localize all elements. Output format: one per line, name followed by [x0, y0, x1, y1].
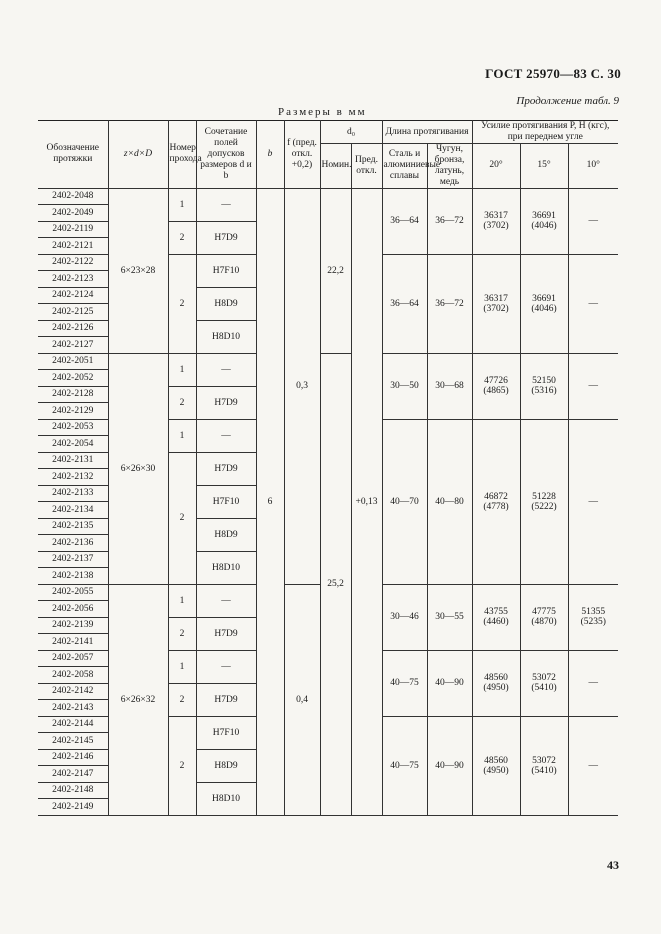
designation-cell: 2402-2054 [38, 436, 108, 453]
force15-cell [520, 716, 568, 815]
force20-kgf: (4778) [483, 501, 509, 512]
force20-value: 48560 [484, 673, 508, 684]
designation-cell: 2402-2128 [38, 386, 108, 403]
force15-kgf: (4046) [531, 221, 557, 232]
force20-value: 47726 [484, 376, 508, 387]
designation-cell: 2402-2136 [38, 535, 108, 552]
designation-cell: 2402-2058 [38, 667, 108, 684]
designation-cell: 2402-2048 [38, 188, 108, 205]
col-fields: Сочетание полей допусков размеров d и b [196, 121, 256, 189]
force20-value: 46872 [484, 491, 508, 502]
col-pass: Номер прохода [168, 121, 196, 189]
force15-value: 53072 [532, 673, 556, 684]
fields-cell: H8D9 [196, 287, 256, 320]
length-steel-cell: 40—75 [382, 716, 427, 815]
force20-kgf: (4950) [483, 765, 509, 776]
pass-cell: 1 [168, 419, 196, 452]
col-zdD [108, 121, 168, 189]
length-cast-cell: 30—55 [427, 584, 472, 650]
force15-cell [520, 419, 568, 584]
force20-value: 48560 [484, 755, 508, 766]
f-cell: 0,3 [284, 188, 320, 584]
force20-kgf: (4865) [483, 386, 509, 397]
force20-value: 36317 [484, 211, 508, 222]
designation-cell: 2402-2127 [38, 337, 108, 354]
b-cell: 6 [256, 188, 284, 815]
force15-kgf: (5410) [531, 765, 557, 776]
pass-cell: 2 [168, 452, 196, 584]
zdD-cell: 6×26×32 [108, 584, 168, 815]
force20-cell [472, 716, 520, 815]
force20-cell [472, 188, 520, 254]
force15-cell [520, 353, 568, 419]
force15-cell [520, 188, 568, 254]
d0-dev-cell: +0,13 [351, 188, 382, 815]
broach-table [38, 120, 618, 816]
f-cell: 0,4 [284, 584, 320, 815]
force20-value: 36317 [484, 293, 508, 304]
designation-cell: 2402-2149 [38, 799, 108, 816]
fields-cell: H7F10 [196, 716, 256, 749]
fields-cell: — [196, 188, 256, 221]
length-steel-cell: 36—64 [382, 188, 427, 254]
designation-cell: 2402-2143 [38, 700, 108, 717]
col-angle-20: 20° [472, 144, 520, 189]
designation-cell: 2402-2142 [38, 683, 108, 700]
length-cast-cell: 40—80 [427, 419, 472, 584]
designation-cell: 2402-2144 [38, 716, 108, 733]
fields-cell: H7D9 [196, 452, 256, 485]
col-force: Усилие протягивания P, Н (кгс), при переднем угле [472, 121, 618, 144]
col-length: Длина протягивания [382, 121, 472, 144]
col-f: f (пред. откл. +0,2) [284, 121, 320, 189]
force10-cell: — [568, 254, 618, 353]
fields-cell: H8D9 [196, 749, 256, 782]
force20-cell [472, 584, 520, 650]
designation-cell: 2402-2131 [38, 452, 108, 469]
fields-cell: H8D10 [196, 320, 256, 353]
force15-kgf: (4870) [531, 617, 557, 628]
col-b-label: b [267, 148, 273, 159]
length-cast-cell: 40—90 [427, 716, 472, 815]
designation-cell: 2402-2137 [38, 551, 108, 568]
force20-cell [472, 650, 520, 716]
designation-cell: 2402-2138 [38, 568, 108, 585]
designation-cell: 2402-2126 [38, 320, 108, 337]
force15-value: 36691 [532, 211, 556, 222]
length-steel-cell: 30—46 [382, 584, 427, 650]
force20-cell [472, 419, 520, 584]
fields-cell: — [196, 584, 256, 617]
designation-cell: 2402-2123 [38, 271, 108, 288]
length-cast-cell: 30—68 [427, 353, 472, 419]
force10-cell: — [568, 353, 618, 419]
force15-value: 52150 [532, 376, 556, 387]
length-cast-cell: 36—72 [427, 188, 472, 254]
col-d0-dev: Пред. откл. [351, 144, 382, 189]
fields-cell: H7D9 [196, 683, 256, 716]
force20-kgf: (4460) [483, 617, 509, 628]
force15-kgf: (5410) [531, 683, 557, 694]
designation-cell: 2402-2053 [38, 419, 108, 436]
fields-cell: H7D9 [196, 617, 256, 650]
force20-kgf: (3702) [483, 303, 509, 314]
force15-kgf: (5222) [531, 501, 557, 512]
table-continuation-note: Продолжение табл. 9 [516, 95, 619, 107]
force20-cell [472, 254, 520, 353]
designation-cell: 2402-2057 [38, 650, 108, 667]
col-angle-10: 10° [568, 144, 618, 189]
designation-cell: 2402-2135 [38, 518, 108, 535]
col-cast: Чугун, бронза, латунь, медь [427, 144, 472, 189]
pass-cell: 2 [168, 716, 196, 815]
force10-value: 51355 [581, 607, 606, 618]
length-cast-cell: 36—72 [427, 254, 472, 353]
force10-cell: — [568, 419, 618, 584]
col-designation: Обозначение протяжки [38, 121, 108, 189]
col-zdD-label: z×d×D [123, 148, 153, 159]
d0-nom-cell: 22,2 [320, 188, 351, 353]
force20-kgf: (3702) [483, 221, 509, 232]
pass-cell: 2 [168, 221, 196, 254]
col-steel: Сталь и алюминиевые сплавы [382, 144, 427, 189]
fields-cell: — [196, 419, 256, 452]
length-steel-cell: 30—50 [382, 353, 427, 419]
pass-cell: 2 [168, 617, 196, 650]
length-steel-cell: 40—75 [382, 650, 427, 716]
designation-cell: 2402-2146 [38, 749, 108, 766]
pass-cell: 1 [168, 584, 196, 617]
length-steel-cell: 36—64 [382, 254, 427, 353]
force20-cell [472, 353, 520, 419]
designation-cell: 2402-2056 [38, 601, 108, 618]
designation-cell: 2402-2052 [38, 370, 108, 387]
col-b [256, 121, 284, 189]
document-header: ГОСТ 25970—83 С. 30 [485, 66, 621, 81]
designation-cell: 2402-2122 [38, 254, 108, 271]
col-angle-15: 15° [520, 144, 568, 189]
force10-cell: — [568, 716, 618, 815]
force15-cell [520, 650, 568, 716]
fields-cell: — [196, 650, 256, 683]
sizes-caption: Размеры в мм [278, 106, 367, 118]
fields-cell: H8D10 [196, 782, 256, 815]
force10-kgf: (5235) [580, 617, 606, 628]
designation-cell: 2402-2124 [38, 287, 108, 304]
length-cast-cell: 40—90 [427, 650, 472, 716]
designation-cell: 2402-2147 [38, 766, 108, 783]
force15-value: 47775 [532, 607, 556, 618]
designation-cell: 2402-2049 [38, 205, 108, 222]
designation-cell: 2402-2148 [38, 782, 108, 799]
fields-cell: H8D9 [196, 518, 256, 551]
designation-cell: 2402-2051 [38, 353, 108, 370]
force15-kgf: (4046) [531, 303, 557, 314]
zdD-cell: 6×26×30 [108, 353, 168, 584]
pass-cell: 1 [168, 188, 196, 221]
force10-cell: — [568, 650, 618, 716]
col-d0: d₀ [320, 121, 382, 144]
designation-cell: 2402-2141 [38, 634, 108, 651]
pass-cell: 2 [168, 254, 196, 353]
col-d0-nom: Номин. [320, 144, 351, 189]
designation-cell: 2402-2139 [38, 617, 108, 634]
designation-cell: 2402-2133 [38, 485, 108, 502]
page-number: 43 [607, 858, 619, 872]
force20-kgf: (4950) [483, 683, 509, 694]
fields-cell: H7F10 [196, 485, 256, 518]
designation-cell: 2402-2119 [38, 221, 108, 238]
fields-cell: H7D9 [196, 386, 256, 419]
fields-cell: H7D9 [196, 221, 256, 254]
designation-cell: 2402-2134 [38, 502, 108, 519]
pass-cell: 1 [168, 650, 196, 683]
force15-value: 51228 [532, 491, 556, 502]
fields-cell: H8D10 [196, 551, 256, 584]
pass-cell: 1 [168, 353, 196, 386]
force20-value: 43755 [484, 607, 508, 618]
designation-cell: 2402-2132 [38, 469, 108, 486]
force15-value: 36691 [532, 293, 556, 304]
designation-cell: 2402-2055 [38, 584, 108, 601]
pass-cell: 2 [168, 386, 196, 419]
force15-kgf: (5316) [531, 386, 557, 397]
force10-cell: — [568, 188, 618, 254]
designation-cell: 2402-2121 [38, 238, 108, 255]
fields-cell: — [196, 353, 256, 386]
force15-value: 53072 [532, 755, 556, 766]
force15-cell [520, 254, 568, 353]
designation-cell: 2402-2125 [38, 304, 108, 321]
designation-cell: 2402-2145 [38, 733, 108, 750]
force10-cell [568, 584, 618, 650]
d0-nom-cell: 25,2 [320, 353, 351, 815]
zdD-cell: 6×23×28 [108, 188, 168, 353]
designation-cell: 2402-2129 [38, 403, 108, 420]
fields-cell: H7F10 [196, 254, 256, 287]
force15-cell [520, 584, 568, 650]
pass-cell: 2 [168, 683, 196, 716]
length-steel-cell: 40—70 [382, 419, 427, 584]
